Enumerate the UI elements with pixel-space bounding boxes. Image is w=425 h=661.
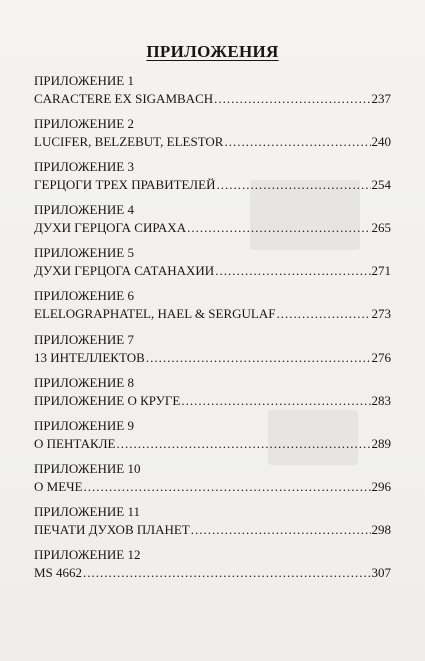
- appendix-title: ELELOGRAPHATEL, HAEL & SERGULAF: [34, 306, 276, 322]
- appendix-title: О ПЕНТАКЛЕ: [34, 435, 116, 451]
- dot-leader: [84, 478, 371, 495]
- dot-leader: [215, 262, 370, 279]
- toc-entry[interactable]: [34, 418, 391, 461]
- toc-entry[interactable]: [34, 245, 391, 288]
- toc-line: [34, 392, 391, 409]
- toc-line: [34, 305, 391, 322]
- appendix-title: 13 ИНТЕЛЛЕКТОВ: [34, 349, 145, 365]
- appendix-number: ПРИЛОЖЕНИЕ 4: [34, 202, 134, 218]
- page-number: 296: [371, 478, 391, 494]
- page-number: 276: [371, 349, 391, 365]
- toc-line: [34, 90, 391, 107]
- appendix-number: ПРИЛОЖЕНИЕ 6: [34, 288, 134, 304]
- appendix-number: ПРИЛОЖЕНИЕ 1: [34, 73, 134, 88]
- toc-entry[interactable]: [34, 73, 391, 116]
- dot-leader: [181, 392, 370, 409]
- toc-line: [34, 219, 391, 236]
- dot-leader: [214, 90, 370, 107]
- toc-line: [34, 262, 391, 279]
- appendix-number: ПРИЛОЖЕНИЕ 9: [34, 417, 134, 433]
- toc-entry[interactable]: [34, 504, 391, 547]
- dot-leader: [146, 349, 371, 366]
- toc-entry[interactable]: [34, 116, 391, 159]
- appendix-title: ДУХИ ГЕРЦОГА СИРАХА: [34, 220, 187, 236]
- appendix-title: LUCIFER, BELZEBUT, ELESTOR: [34, 134, 224, 150]
- appendix-number: ПРИЛОЖЕНИЕ 7: [34, 331, 134, 347]
- toc-entry[interactable]: [34, 159, 391, 202]
- appendix-number: ПРИЛОЖЕНИЕ 3: [34, 159, 134, 175]
- appendix-number: ПРИЛОЖЕНИЕ 10: [34, 460, 141, 476]
- toc-line: [34, 349, 391, 366]
- page-number: 271: [371, 263, 391, 279]
- toc-entry[interactable]: [34, 375, 391, 418]
- appendix-title: ДУХИ ГЕРЦОГА САТАНАХИИ: [34, 263, 215, 279]
- dot-leader: [276, 305, 370, 322]
- toc-line: [34, 521, 391, 538]
- dot-leader: [191, 521, 371, 538]
- dot-leader: [83, 564, 370, 581]
- appendix-number: ПРИЛОЖЕНИЕ 5: [34, 245, 134, 261]
- page-number: 240: [371, 134, 391, 150]
- page-number: 289: [371, 435, 391, 451]
- appendix-title: ПЕЧАТИ ДУХОВ ПЛАНЕТ: [34, 521, 190, 537]
- appendix-number: ПРИЛОЖЕНИЕ 8: [34, 374, 134, 390]
- toc-line: [34, 564, 391, 581]
- toc-line: [34, 478, 391, 495]
- page-number: 265: [371, 220, 391, 236]
- appendix-title: ПРИЛОЖЕНИЕ О КРУГЕ: [34, 392, 181, 408]
- page-number: 237: [371, 91, 391, 106]
- appendix-title: О МЕЧЕ: [34, 478, 83, 494]
- appendix-number: ПРИЛОЖЕНИЕ 2: [34, 116, 134, 132]
- dot-leader: [116, 435, 370, 452]
- appendix-title: ГЕРЦОГИ ТРЕХ ПРАВИТЕЛЕЙ: [34, 177, 216, 193]
- page-number: 254: [371, 177, 391, 193]
- toc-entry[interactable]: [34, 332, 391, 375]
- appendix-title: CARACTERE EX SIGAMBACH: [34, 91, 214, 106]
- toc-entry[interactable]: [34, 547, 391, 590]
- toc-entry[interactable]: [34, 202, 391, 245]
- toc-line: [34, 176, 391, 193]
- page-number: 283: [371, 392, 391, 408]
- dot-leader: [187, 219, 370, 236]
- page-number: 307: [371, 565, 391, 581]
- toc-line: [34, 435, 391, 452]
- table-of-contents: [34, 73, 391, 590]
- toc-line: [34, 133, 391, 150]
- appendix-number: ПРИЛОЖЕНИЕ 12: [34, 547, 141, 563]
- page-number: 298: [371, 521, 391, 537]
- page-title: ПРИЛОЖЕНИЯ: [146, 42, 279, 61]
- page-number: 273: [371, 306, 391, 322]
- appendix-title: MS 4662: [34, 565, 83, 581]
- toc-entry[interactable]: [34, 288, 391, 331]
- toc-entry[interactable]: [34, 461, 391, 504]
- dot-leader: [224, 133, 370, 150]
- appendix-number: ПРИЛОЖЕНИЕ 11: [34, 503, 140, 519]
- dot-leader: [216, 176, 370, 193]
